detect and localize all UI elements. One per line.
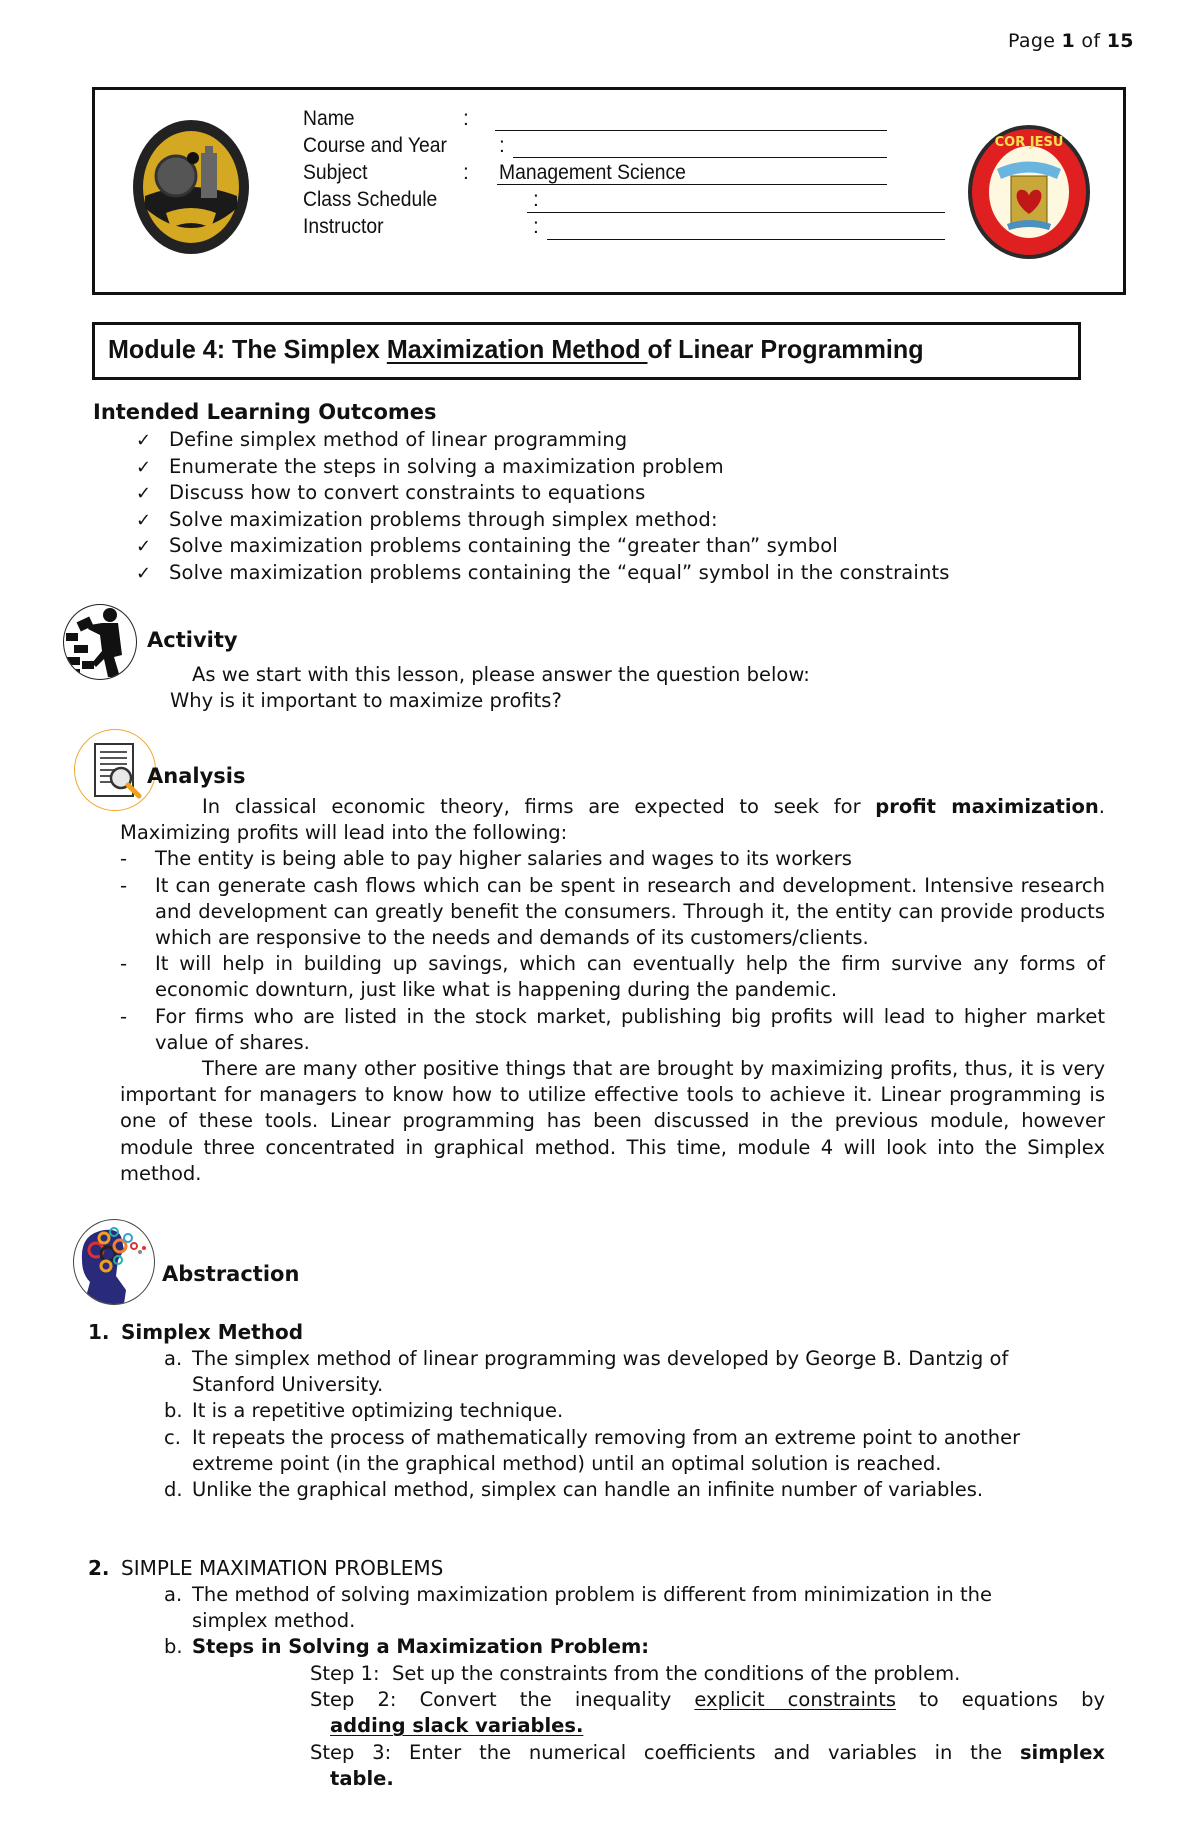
field-label-name: Name xyxy=(303,107,355,130)
course-year-input-line[interactable] xyxy=(513,157,887,158)
analysis-heading: Analysis xyxy=(147,764,246,788)
field-label-course-year: Course and Year xyxy=(303,134,447,157)
class-schedule-input-line[interactable] xyxy=(527,212,945,213)
simplex-method-list xyxy=(164,1346,1084,1503)
list-item: c. It repeats the process of mathematically removing from an extreme point to another extreme point (in the graphical method) until an optimal solution is reached. xyxy=(164,1425,1021,1475)
analysis-body xyxy=(120,794,1105,1187)
svg-text:COR JESU: COR JESU xyxy=(994,135,1064,150)
step-2-continued xyxy=(310,1713,1105,1739)
simplex-term: simplex xyxy=(1019,1740,1105,1764)
ilo-item: ✓ Discuss how to convert constraints to equations xyxy=(136,481,646,504)
list-item: a. The simplex method of linear programming was developed by George B. Dantzig of Stanford University. xyxy=(164,1347,1009,1397)
section-heading-simple-maximation-problems: 2. SIMPLE MAXIMATION PROBLEMS xyxy=(88,1556,444,1580)
list-item: a. The method of solving maximization problem is different from minimization in the simplex method. xyxy=(164,1583,992,1633)
ilo-item: ✓ Solve maximization problems containing the “equal” symbol in the constraints xyxy=(136,560,950,584)
field-label-subject: Subject xyxy=(303,161,368,184)
module-title-box xyxy=(92,322,1081,380)
page-sep: of xyxy=(1081,30,1101,52)
ilo-item: ✓ Enumerate the steps in solving a maximization problem xyxy=(136,454,724,478)
list-item: b. It is a repetitive optimizing technique. xyxy=(164,1399,564,1423)
colon: : xyxy=(533,188,539,211)
title-underlined: Maximization Method xyxy=(386,334,648,364)
check-icon: ✓ xyxy=(136,430,152,451)
analysis-intro-paragraph: In classical economic theory, firms are expected to seek for profit maximization. Maximizing profits will lead into the following: xyxy=(120,795,1105,845)
instructor-input-line[interactable] xyxy=(547,239,945,240)
activity-intro: As we start with this lesson, please answer the question below: xyxy=(192,663,810,686)
check-icon: ✓ xyxy=(136,456,152,478)
step-1: Step 1: Set up the constraints from the conditions of the problem. xyxy=(310,1662,961,1685)
list-item: - The entity is being able to pay higher salaries and wages to its workers xyxy=(120,847,852,871)
check-icon: ✓ xyxy=(136,562,152,584)
subject-value: Management Science xyxy=(499,161,686,184)
current-page: 1 xyxy=(1061,30,1076,52)
list-item: d. Unlike the graphical method, simplex can handle an infinite number of variables. xyxy=(164,1478,984,1502)
page-indicator xyxy=(1008,30,1134,52)
step-2: Step 2: Convert the inequality explicit constraints to equations by xyxy=(310,1688,1105,1712)
profit-maximization-term: profit maximization xyxy=(875,795,1099,818)
analysis-closing-paragraph: There are many other positive things that are brought by maximizing profits, thus, it is very important for managers to know how to utilize effective tools to achieve it. Linear programming is one of these tools. Linear programming has been discussed in the previous module, however module three concentrated in graphical method. This time, module 4 will look into the Simplex method. xyxy=(120,1057,1105,1185)
subject-input-line[interactable] xyxy=(497,184,887,185)
section-heading-simplex-method: 1. Simplex Method xyxy=(88,1320,304,1344)
name-input-line[interactable] xyxy=(495,130,887,131)
maximization-steps xyxy=(310,1661,1105,1792)
check-icon: ✓ xyxy=(136,483,152,504)
list-item: b. Steps in Solving a Maximization Problem: xyxy=(164,1635,650,1659)
check-icon: ✓ xyxy=(136,509,152,531)
colon: : xyxy=(463,161,469,184)
head-with-gears-icon xyxy=(73,1219,155,1305)
cabe-seal-logo-icon xyxy=(131,118,251,256)
abstraction-heading: Abstraction xyxy=(162,1262,300,1286)
list-item: - For firms who are listed in the stock market, publishing big profits will lead to higher market value of shares. xyxy=(120,1004,1105,1054)
field-label-class-schedule: Class Schedule xyxy=(303,188,438,211)
ilo-item: ✓ Solve maximization problems containing the “greater than” symbol xyxy=(136,534,838,557)
steps-heading: Steps in Solving a Maximization Problem: xyxy=(192,1635,650,1659)
maximization-list xyxy=(164,1582,1044,1661)
field-label-instructor: Instructor xyxy=(303,215,384,238)
module-title: Module 4: The Simplex Maximization Method of Linear Programming xyxy=(108,334,924,364)
explicit-constraints-term: explicit constraints xyxy=(694,1688,897,1712)
step-3: Step 3: Enter the numerical coefficients and variables in the simplex xyxy=(310,1740,1105,1764)
list-item: - It can generate cash flows which can be spent in research and development. Intensive research and development can greatly benefit the consumers. Through it, the entity can provide products which are responsive to the needs and demands of its customers/clients. xyxy=(120,873,1105,950)
activity-heading: Activity xyxy=(147,628,238,652)
adding-slack-variables-term: adding slack variables. xyxy=(330,1714,584,1738)
table-term: table. xyxy=(330,1766,394,1790)
colon: : xyxy=(463,107,469,130)
ilo-heading: Intended Learning Outcomes xyxy=(93,400,437,424)
list-item: - It will help in building up savings, which can eventually help the firm survive any forms of economic downturn, just like what is happening during the pandemic. xyxy=(120,952,1105,1002)
benefits-list xyxy=(120,846,1105,1056)
ilo-item: ✓ Define simplex method of linear programming xyxy=(136,428,628,451)
page-label: Page xyxy=(1008,30,1056,52)
cor-jesu-college-seal-logo-icon xyxy=(967,124,1091,260)
person-building-wall-icon xyxy=(63,604,137,680)
colon: : xyxy=(533,215,539,238)
step-3-continued xyxy=(310,1766,1105,1792)
student-info-header xyxy=(92,87,1126,295)
colon: : xyxy=(499,134,505,157)
ilo-item: ✓ Solve maximization problems through simplex method: xyxy=(136,507,718,531)
total-pages: 15 xyxy=(1106,30,1134,52)
check-icon: ✓ xyxy=(136,536,152,557)
activity-question: Why is it important to maximize profits? xyxy=(170,689,562,712)
